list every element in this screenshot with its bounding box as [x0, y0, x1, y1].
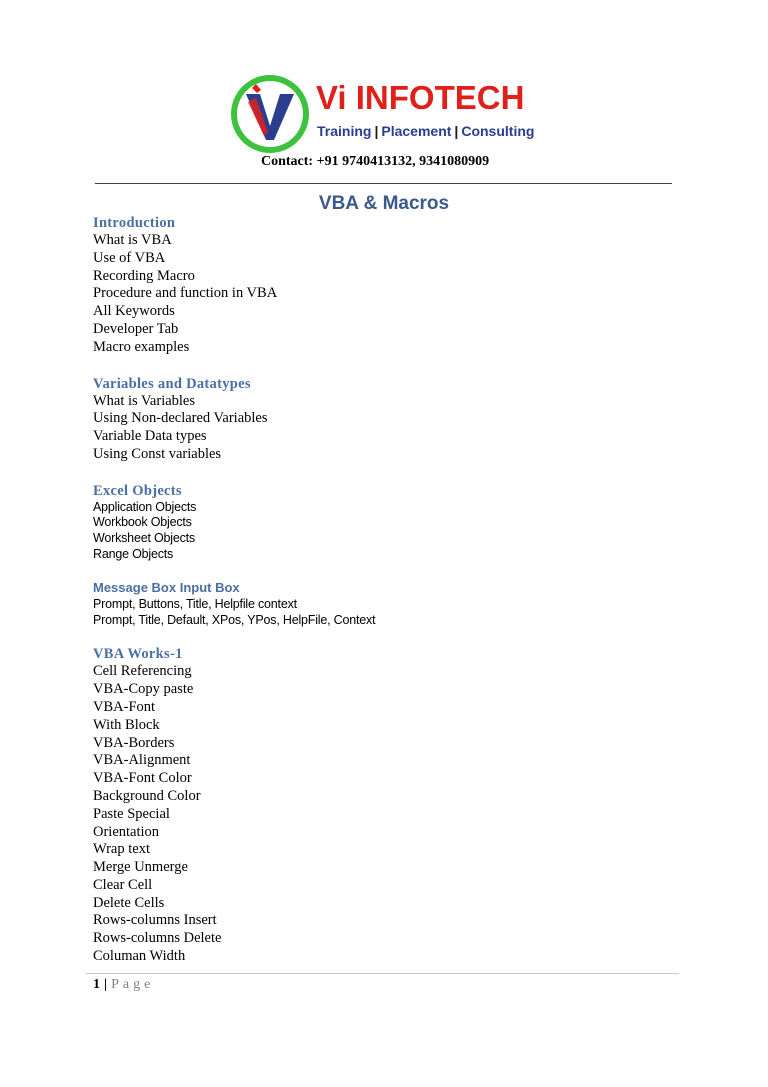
logo-emblem-icon — [230, 74, 310, 154]
list-item: VBA-Font — [93, 698, 156, 715]
list-item: Cell Referencing — [93, 663, 192, 680]
list-item: Rows-columns Delete — [93, 930, 222, 947]
list-item: Orientation — [93, 823, 160, 840]
logo-title: Vi INFOTECH — [316, 79, 525, 116]
section-vba-works-1 — [93, 645, 693, 966]
header-divider — [95, 183, 672, 184]
section-variables — [93, 375, 693, 464]
list-item: Use of VBA — [93, 249, 166, 266]
list-item: Delete Cells — [93, 894, 165, 911]
section-heading: VBA Works-1 — [93, 646, 183, 663]
list-item: Procedure and function in VBA — [93, 285, 278, 302]
page-number: 1 — [93, 977, 100, 992]
list-item: All Keywords — [93, 303, 175, 320]
list-item: Merge Unmerge — [93, 859, 188, 876]
list-item: Recording Macro — [93, 267, 195, 284]
tagline-consulting: Consulting — [461, 123, 535, 139]
list-item: Clear Cell — [93, 876, 153, 893]
list-item: What is Variables — [93, 392, 196, 409]
logo-tagline: Training | Placement | Consulting — [317, 123, 535, 139]
list-item: VBA-Alignment — [93, 752, 191, 769]
section-heading: Excel Objects — [93, 482, 182, 499]
list-item: Background Color — [93, 787, 201, 804]
list-item: Developer Tab — [93, 320, 179, 337]
list-item: With Block — [93, 716, 160, 733]
section-heading: Introduction — [93, 215, 176, 231]
list-item: Application Objects — [93, 499, 197, 514]
tagline-training: Training — [317, 123, 372, 139]
list-item: Macro examples — [93, 338, 190, 355]
list-item: Prompt, Title, Default, XPos, YPos, HelpFile, Context — [93, 612, 376, 627]
tagline-placement: Placement — [381, 123, 452, 139]
list-item: Worksheet Objects — [93, 530, 195, 545]
list-item: Variable Data types — [93, 428, 207, 445]
list-item: Rows-columns Insert — [93, 912, 217, 929]
contact-line: Contact: +91 9740413132, 9341080909 — [261, 154, 490, 169]
section-introduction — [93, 214, 693, 357]
section-heading: Message Box Input Box — [93, 580, 240, 596]
footer-divider — [86, 973, 679, 974]
company-logo — [230, 74, 540, 160]
document-title: VBA & Macros — [318, 193, 450, 214]
list-item: Using Non-declared Variables — [93, 410, 268, 427]
list-item: Workbook Objects — [93, 515, 192, 530]
list-item: Paste Special — [93, 805, 170, 822]
list-item: Prompt, Buttons, Title, Helpfile context — [93, 597, 297, 612]
page-footer — [93, 977, 154, 993]
course-outline — [93, 214, 693, 966]
list-item: Using Const variables — [93, 445, 222, 462]
footer-separator: | — [104, 977, 108, 992]
list-item: VBA-Copy paste — [93, 681, 194, 698]
page-label: Page — [111, 977, 155, 992]
list-item: Columan Width — [93, 948, 186, 965]
section-message-box — [93, 579, 693, 628]
list-item: What is VBA — [93, 232, 172, 248]
section-excel-objects — [93, 482, 693, 562]
section-heading: Variables and Datatypes — [93, 375, 251, 392]
list-item: VBA-Borders — [93, 734, 175, 751]
list-item: Range Objects — [93, 546, 174, 561]
list-item: VBA-Font Color — [93, 770, 192, 787]
list-item: Wrap text — [93, 841, 150, 858]
